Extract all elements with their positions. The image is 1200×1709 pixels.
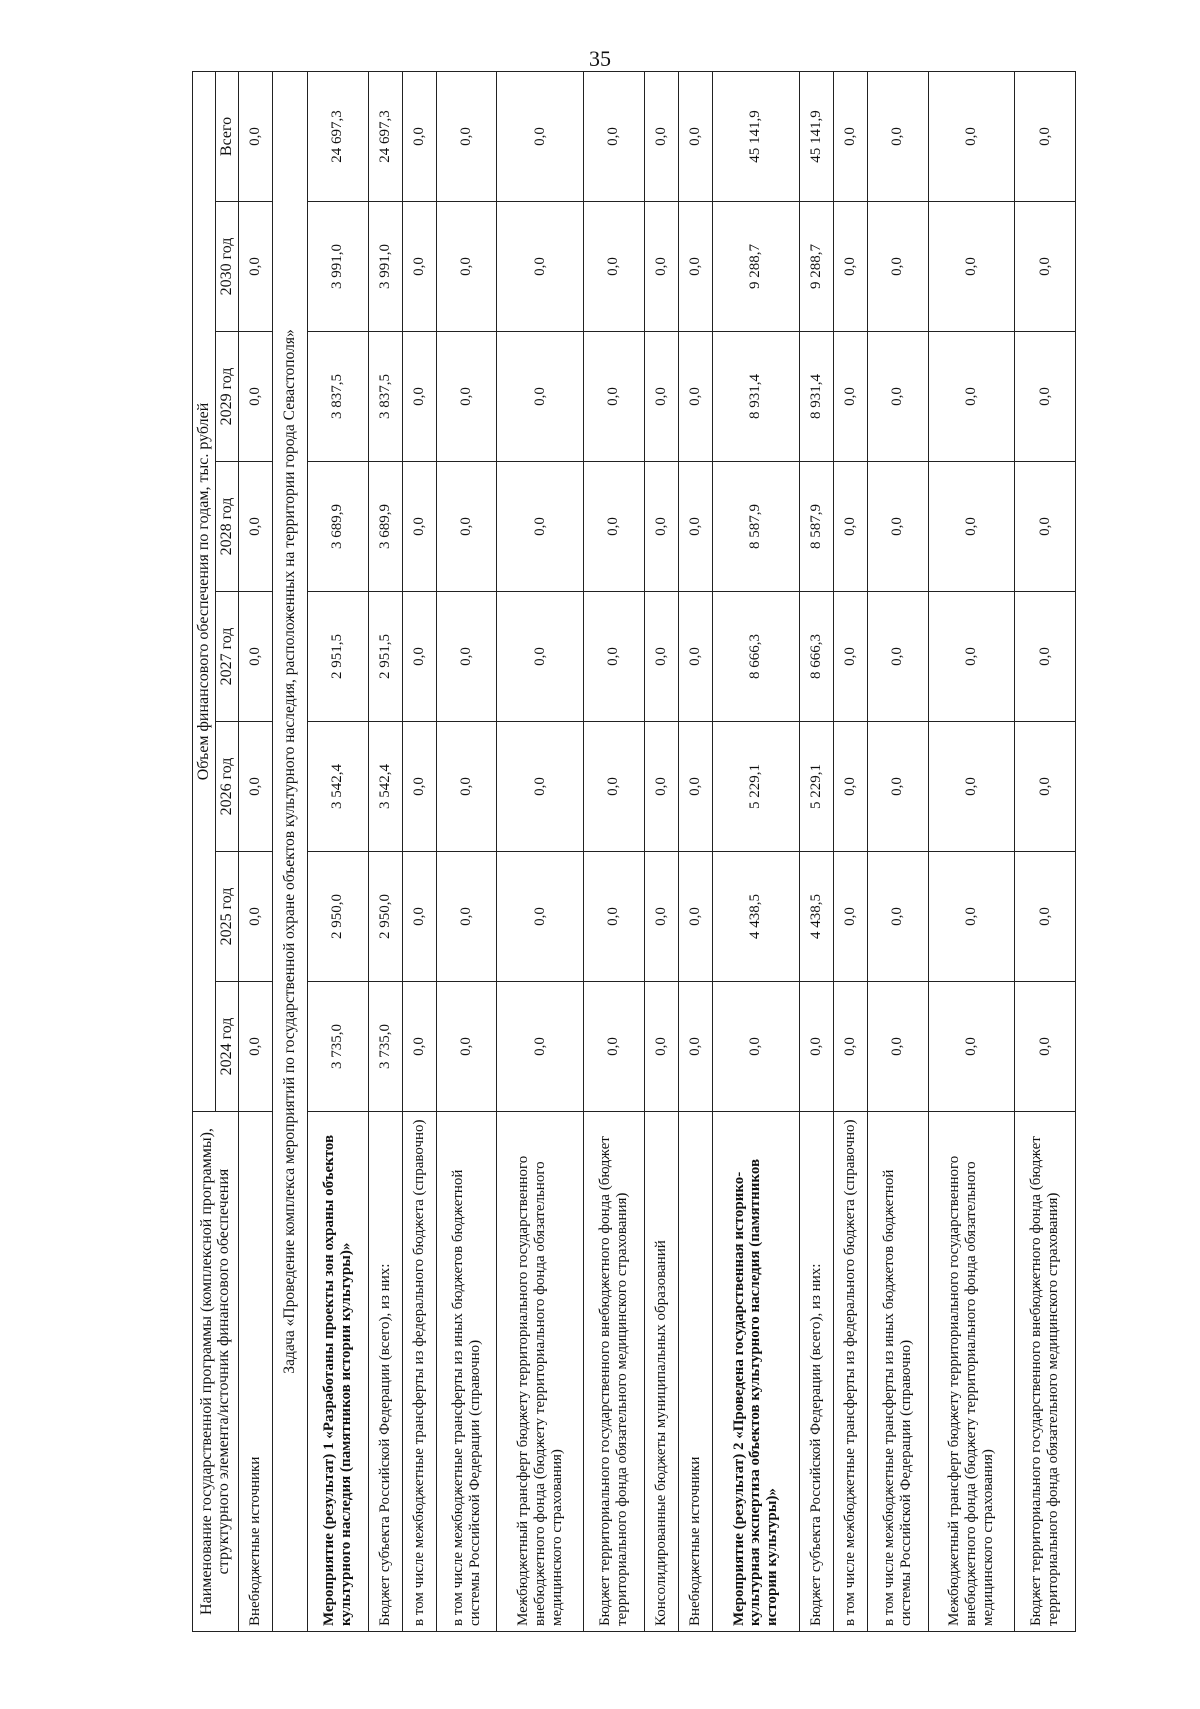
row-name: в том числе межбюджетные трансферты из федерального бюджета (справочно) [833, 1112, 867, 1632]
row-total-cell: 0,0 [928, 71, 1015, 201]
row-value-cell: 0,0 [402, 852, 436, 982]
row-value-cell: 0,0 [678, 202, 712, 332]
row-value-cell: 0,0 [644, 852, 678, 982]
row-value-cell: 5 229,1 [712, 722, 799, 852]
row-total-cell: 0,0 [1015, 71, 1076, 201]
row-value-cell: 0,0 [868, 462, 928, 592]
row-name: Бюджет субъекта Российской Федерации (всего), из них: [368, 1112, 402, 1632]
row-value-cell: 0,0 [402, 202, 436, 332]
row-value-cell: 3 735,0 [308, 982, 368, 1112]
row-name: Внебюджетные источники [238, 1112, 272, 1632]
row-value-cell: 3 991,0 [368, 202, 402, 332]
row-value-cell: 0,0 [833, 982, 867, 1112]
row-value-cell: 9 288,7 [799, 202, 833, 332]
row-value-cell: 0,0 [928, 722, 1015, 852]
row-value-cell: 0,0 [238, 332, 272, 462]
table-row [644, 71, 678, 1631]
row-total-cell: 0,0 [868, 71, 928, 201]
row-value-cell: 0,0 [928, 332, 1015, 462]
header-year: 2026 год [215, 722, 238, 852]
table-row [833, 71, 867, 1631]
row-total-cell: 0,0 [402, 71, 436, 201]
task-title: Задача «Проведение комплекса мероприятий по государственной охране объектов культурного наследия, расположенных на территории города Севастополя» [272, 71, 307, 1631]
row-value-cell: 0,0 [402, 332, 436, 462]
row-value-cell: 0,0 [1015, 462, 1076, 592]
row-value-cell: 0,0 [584, 852, 644, 982]
row-value-cell: 0,0 [1015, 722, 1076, 852]
row-value-cell: 0,0 [644, 592, 678, 722]
row-value-cell: 0,0 [238, 722, 272, 852]
header-year: 2030 год [215, 202, 238, 332]
row-value-cell: 0,0 [928, 852, 1015, 982]
table-row [712, 71, 799, 1631]
row-value-cell: 0,0 [868, 202, 928, 332]
row-value-cell: 0,0 [497, 592, 584, 722]
row-value-cell: 0,0 [928, 592, 1015, 722]
row-value-cell: 0,0 [238, 852, 272, 982]
row-value-cell: 0,0 [436, 202, 496, 332]
header-total: Всего [215, 71, 238, 201]
row-value-cell: 5 229,1 [799, 722, 833, 852]
row-total-cell: 45 141,9 [799, 71, 833, 201]
row-value-cell: 0,0 [678, 852, 712, 982]
row-value-cell: 0,0 [833, 592, 867, 722]
row-value-cell: 2 951,5 [368, 592, 402, 722]
row-total-cell: 0,0 [833, 71, 867, 201]
row-value-cell: 0,0 [868, 722, 928, 852]
page-number: 35 [589, 46, 611, 71]
row-name: Межбюджетный трансферт бюджету территориального государственного внебюджетного фонда (бюджету территориального фонда обязательного медицинского страхования) [497, 1112, 584, 1632]
row-value-cell: 0,0 [678, 592, 712, 722]
row-value-cell: 0,0 [436, 722, 496, 852]
row-value-cell: 0,0 [238, 462, 272, 592]
row-value-cell: 0,0 [584, 462, 644, 592]
row-value-cell: 0,0 [436, 852, 496, 982]
row-value-cell: 0,0 [402, 462, 436, 592]
row-value-cell: 8 587,9 [799, 462, 833, 592]
row-value-cell: 0,0 [497, 462, 584, 592]
header-year: 2028 год [215, 462, 238, 592]
row-name: Внебюджетные источники [678, 1112, 712, 1632]
row-value-cell: 3 689,9 [308, 462, 368, 592]
row-name: Мероприятие (результат) 2 «Проведена государственная историко-культурная экспертиза объектов культурного наследия (памятников истории культуры)» [712, 1112, 799, 1632]
row-name: Бюджет субъекта Российской Федерации (всего), из них: [799, 1112, 833, 1632]
row-value-cell: 0,0 [238, 592, 272, 722]
row-name: Консолидированные бюджеты муниципальных образований [644, 1112, 678, 1632]
row-value-cell: 0,0 [497, 982, 584, 1112]
row-value-cell: 0,0 [678, 332, 712, 462]
row-value-cell: 3 542,4 [308, 722, 368, 852]
row-total-cell: 24 697,3 [368, 71, 402, 201]
row-value-cell: 0,0 [833, 202, 867, 332]
row-value-cell: 0,0 [678, 722, 712, 852]
row-value-cell: 2 950,0 [368, 852, 402, 982]
row-value-cell: 0,0 [644, 722, 678, 852]
table-row [497, 71, 584, 1631]
row-value-cell: 0,0 [402, 722, 436, 852]
row-value-cell: 0,0 [436, 332, 496, 462]
row-value-cell: 0,0 [833, 722, 867, 852]
row-value-cell: 0,0 [238, 982, 272, 1112]
table-row [928, 71, 1015, 1631]
row-value-cell: 0,0 [436, 592, 496, 722]
row-value-cell: 0,0 [584, 202, 644, 332]
row-value-cell: 9 288,7 [712, 202, 799, 332]
table-row [436, 71, 496, 1631]
row-value-cell: 8 666,3 [712, 592, 799, 722]
row-value-cell: 0,0 [644, 202, 678, 332]
rotated-table-area [192, 72, 1076, 1632]
table-row [308, 71, 368, 1631]
row-total-cell: 0,0 [678, 71, 712, 201]
table-row [368, 71, 402, 1631]
row-value-cell: 3 542,4 [368, 722, 402, 852]
table-row [1015, 71, 1076, 1631]
row-value-cell: 4 438,5 [712, 852, 799, 982]
table-row [238, 71, 272, 1631]
table-body [238, 71, 1075, 1631]
row-value-cell: 4 438,5 [799, 852, 833, 982]
header-year: 2029 год [215, 332, 238, 462]
row-value-cell: 0,0 [678, 462, 712, 592]
row-value-cell: 0,0 [584, 592, 644, 722]
table-row [584, 71, 644, 1631]
row-value-cell: 0,0 [402, 982, 436, 1112]
row-value-cell: 3 837,5 [308, 332, 368, 462]
row-value-cell: 0,0 [436, 982, 496, 1112]
header-year: 2027 год [215, 592, 238, 722]
row-value-cell: 0,0 [1015, 982, 1076, 1112]
row-value-cell: 0,0 [928, 982, 1015, 1112]
row-value-cell: 0,0 [497, 852, 584, 982]
header-volume-col: Объем финансового обеспечения по годам, тыс. рублей [193, 71, 216, 1111]
row-value-cell: 0,0 [833, 332, 867, 462]
table-row [868, 71, 928, 1631]
row-value-cell: 0,0 [1015, 592, 1076, 722]
row-value-cell: 0,0 [1015, 202, 1076, 332]
row-value-cell: 0,0 [644, 462, 678, 592]
row-value-cell: 0,0 [868, 852, 928, 982]
row-value-cell: 0,0 [833, 852, 867, 982]
row-value-cell: 0,0 [402, 592, 436, 722]
header-name-col: Наименование государственной программы (комплексной программы), структурного элемента/источник финансового обеспечения [193, 1112, 239, 1632]
row-name: в том числе межбюджетные трансферты из федерального бюджета (справочно) [402, 1112, 436, 1632]
row-value-cell: 0,0 [928, 462, 1015, 592]
table-row [402, 71, 436, 1631]
row-total-cell: 0,0 [497, 71, 584, 201]
row-name: Бюджет территориального государственного внебюджетного фонда (бюджет территориального фонда обязательного медицинского страхования) [584, 1112, 644, 1632]
row-value-cell: 0,0 [497, 202, 584, 332]
row-value-cell: 0,0 [584, 722, 644, 852]
row-value-cell: 3 991,0 [308, 202, 368, 332]
row-value-cell: 3 735,0 [368, 982, 402, 1112]
row-value-cell: 0,0 [712, 982, 799, 1112]
row-total-cell: 45 141,9 [712, 71, 799, 201]
header-year: 2024 год [215, 982, 238, 1112]
row-total-cell: 0,0 [644, 71, 678, 201]
task-row [272, 71, 307, 1631]
row-value-cell: 0,0 [868, 332, 928, 462]
row-value-cell: 0,0 [868, 592, 928, 722]
row-name: в том числе межбюджетные трансферты из иных бюджетов бюджетной системы Российской Федерации (справочно) [868, 1112, 928, 1632]
row-value-cell: 0,0 [833, 462, 867, 592]
row-value-cell: 2 951,5 [308, 592, 368, 722]
row-value-cell: 0,0 [644, 982, 678, 1112]
row-value-cell: 0,0 [799, 982, 833, 1112]
row-name: в том числе межбюджетные трансферты из иных бюджетов бюджетной системы Российской Федерации (справочно) [436, 1112, 496, 1632]
row-value-cell: 8 587,9 [712, 462, 799, 592]
row-value-cell: 0,0 [584, 332, 644, 462]
row-value-cell: 0,0 [1015, 332, 1076, 462]
row-name: Мероприятие (результат) 1 «Разработаны проекты зон охраны объектов культурного наследия (памятников истории культуры)» [308, 1112, 368, 1632]
row-value-cell: 8 931,4 [799, 332, 833, 462]
table-row [678, 71, 712, 1631]
row-value-cell: 3 689,9 [368, 462, 402, 592]
row-value-cell: 2 950,0 [308, 852, 368, 982]
row-value-cell: 0,0 [644, 332, 678, 462]
row-value-cell: 0,0 [678, 982, 712, 1112]
row-value-cell: 0,0 [928, 202, 1015, 332]
header-year: 2025 год [215, 852, 238, 982]
row-total-cell: 0,0 [238, 71, 272, 201]
row-name: Бюджет территориального государственного внебюджетного фонда (бюджет территориального фонда обязательного медицинского страхования) [1015, 1112, 1076, 1632]
row-total-cell: 0,0 [436, 71, 496, 201]
row-total-cell: 0,0 [584, 71, 644, 201]
table-row [799, 71, 833, 1631]
row-value-cell: 0,0 [238, 202, 272, 332]
row-value-cell: 8 931,4 [712, 332, 799, 462]
row-value-cell: 3 837,5 [368, 332, 402, 462]
row-value-cell: 0,0 [584, 982, 644, 1112]
header-row-top [193, 71, 216, 1631]
row-total-cell: 24 697,3 [308, 71, 368, 201]
row-name: Межбюджетный трансферт бюджету территориального государственного внебюджетного фонда (бюджету территориального фонда обязательного медицинского страхования) [928, 1112, 1015, 1632]
rotated-table-inner [192, 72, 1076, 1632]
row-value-cell: 0,0 [497, 332, 584, 462]
row-value-cell: 0,0 [436, 462, 496, 592]
row-value-cell: 0,0 [497, 722, 584, 852]
financing-table [192, 71, 1076, 1632]
row-value-cell: 0,0 [868, 982, 928, 1112]
row-value-cell: 8 666,3 [799, 592, 833, 722]
row-value-cell: 0,0 [1015, 852, 1076, 982]
